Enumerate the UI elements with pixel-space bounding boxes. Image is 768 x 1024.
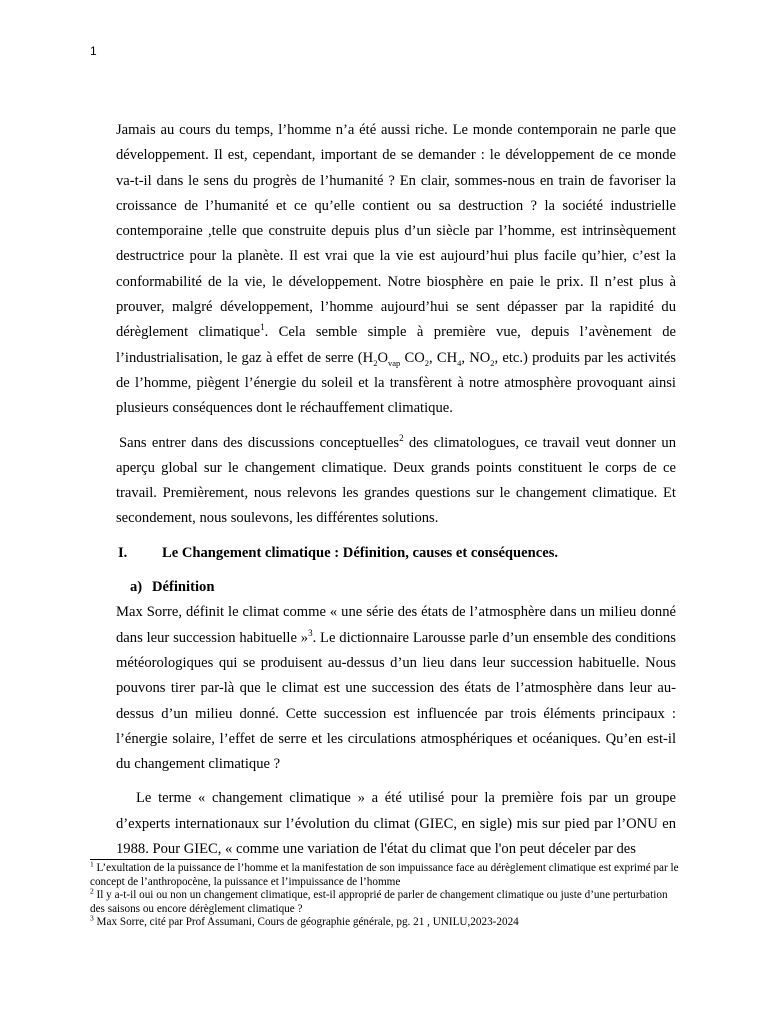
- footnote-ref-1[interactable]: 1: [260, 322, 265, 333]
- co2-subscript: 2: [424, 357, 429, 368]
- paragraph-2-text-a: Sans entrer dans des discussions conceptuelles: [119, 434, 400, 451]
- paragraph-1-text-a: Jamais au cours du temps, l’homme n’a été aussi riche. Le monde contemporain ne parle que développement. Il est, cependant, important de se demander : le développement de ce monde va-t-il dans le sens du progrès de l’humanité ? En clair, sommes-nous en train de favoriser la croissance de l’humanité et ce qu’elle contient ou sa destruction ? la société industrielle contemporaine ,telle que construite depuis plus d’un siècle par l’homme, est intrinsèquement destructrice pour la planète. Il est vrai que la vie est aujourd’hui plus facile qu’hier, c’est la conformabilité de la vie, le développement. Notre biosphère en paie le prix. Il n’est plus à prouver, malgré développement, l’homme aujourd’hui se sent dépasser par la rapidité du dérèglement climatique: [116, 122, 676, 341]
- subsection-number: a): [130, 579, 143, 596]
- footnote-mark-1: 1: [90, 859, 94, 869]
- section-title: Le Changement climatique : Définition, causes et conséquences.: [162, 544, 559, 561]
- paragraph-2-text-b: des climatologues, ce travail veut donner un aperçu global sur le changement climatique. Deux grands points constituent le corps de ce travail. Premièrement, nous relevons les grandes questions sur le changement climatique. Et secondement, nous soulevons, les différentes solutions.: [116, 434, 676, 527]
- footnote-2-text: Il y a-t-il oui ou non un changement climatique, est-il approprié de parler de changement climatique ou juste d’une perturbation des saisons ou encore dérèglement climatique ?: [90, 889, 668, 915]
- footnote-mark-2: 2: [90, 886, 94, 896]
- footnote-ref-3[interactable]: 3: [308, 627, 313, 638]
- paragraph-4-text: Le terme « changement climatique » a été utilisé pour la première fois par un groupe d’experts internationaux sur l’évolution du climat (GIEC, en sigle) mis sur pied par l’ONU en 1988. Pour GIEC, « comme une variation de l'état du climat que l'on peut déceler par des: [116, 790, 676, 858]
- section-number: I.: [118, 544, 128, 561]
- footnote-mark-3: 3: [90, 913, 94, 923]
- paragraph-giec: [116, 786, 676, 862]
- h2o-oxygen: O: [377, 349, 388, 366]
- paragraph-introduction: [116, 118, 676, 422]
- paragraph-3-text-a: Max Sorre, définit le climat comme « une série des états de l’atmosphère dans un milieu donné dans leur succession habituelle »: [116, 604, 676, 646]
- section-heading-1: [116, 541, 676, 566]
- footnotes: [90, 859, 680, 930]
- ch4-label: , CH: [429, 349, 458, 366]
- vap-subscript: vap: [388, 357, 401, 368]
- paragraph-1-text-b: . Cela semble simple à première vue, depuis l’avènement de l’industrialisation, le gaz à effet de serre (H: [116, 324, 676, 366]
- no2-subscript: 2: [490, 357, 495, 368]
- footnote-3-text: Max Sorre, cité par Prof Assumani, Cours de géographie générale, pg. 21 , UNILU,2023-2024: [93, 916, 519, 929]
- subsection-title: Définition: [152, 579, 215, 596]
- footnote-1-text: L’exultation de la puissance de l’homme et la manifestation de son impuissance face au dérèglement climatique est exprimé par le concept de l’anthropocène, la puissance et l’impuissance de l’homme: [90, 862, 679, 888]
- document-body: [116, 118, 676, 862]
- co2-label: CO: [400, 349, 425, 366]
- h2o-subscript: 2: [373, 357, 378, 368]
- footnote-1: [90, 859, 680, 889]
- footnote-2: [90, 886, 680, 916]
- subsection-heading-a: [116, 575, 676, 600]
- ch4-subscript: 4: [457, 357, 462, 368]
- no2-label: , NO: [461, 349, 491, 366]
- page-number: 1: [90, 44, 97, 58]
- paragraph-1-text-c: , etc.) produits par les activités de l’homme, piègent l’énergie du soleil et la transfèrent à notre atmosphère provoquant ainsi plusieurs conséquences dont le réchauffement climatique.: [116, 349, 676, 417]
- footnote-ref-2[interactable]: 2: [399, 432, 404, 443]
- footnote-3: [90, 913, 680, 930]
- footnote-separator: [90, 859, 238, 860]
- paragraph-scope: [116, 431, 676, 532]
- paragraph-definition: [116, 600, 676, 777]
- paragraph-3-text-b: . Le dictionnaire Larousse parle d’un ensemble des conditions météorologiques qui se produisent au-dessus d’un lieu dans leur succession habituelle. Nous pouvons tirer par-là que le climat est une succession des états de l’atmosphère dans leur au-dessus d’un milieu donné. Cette succession est influencée par trois éléments principaux : l’énergie solaire, l’effet de serre et les circulations atmosphériques et océaniques. Qu’en est-il du changement climatique ?: [116, 629, 676, 773]
